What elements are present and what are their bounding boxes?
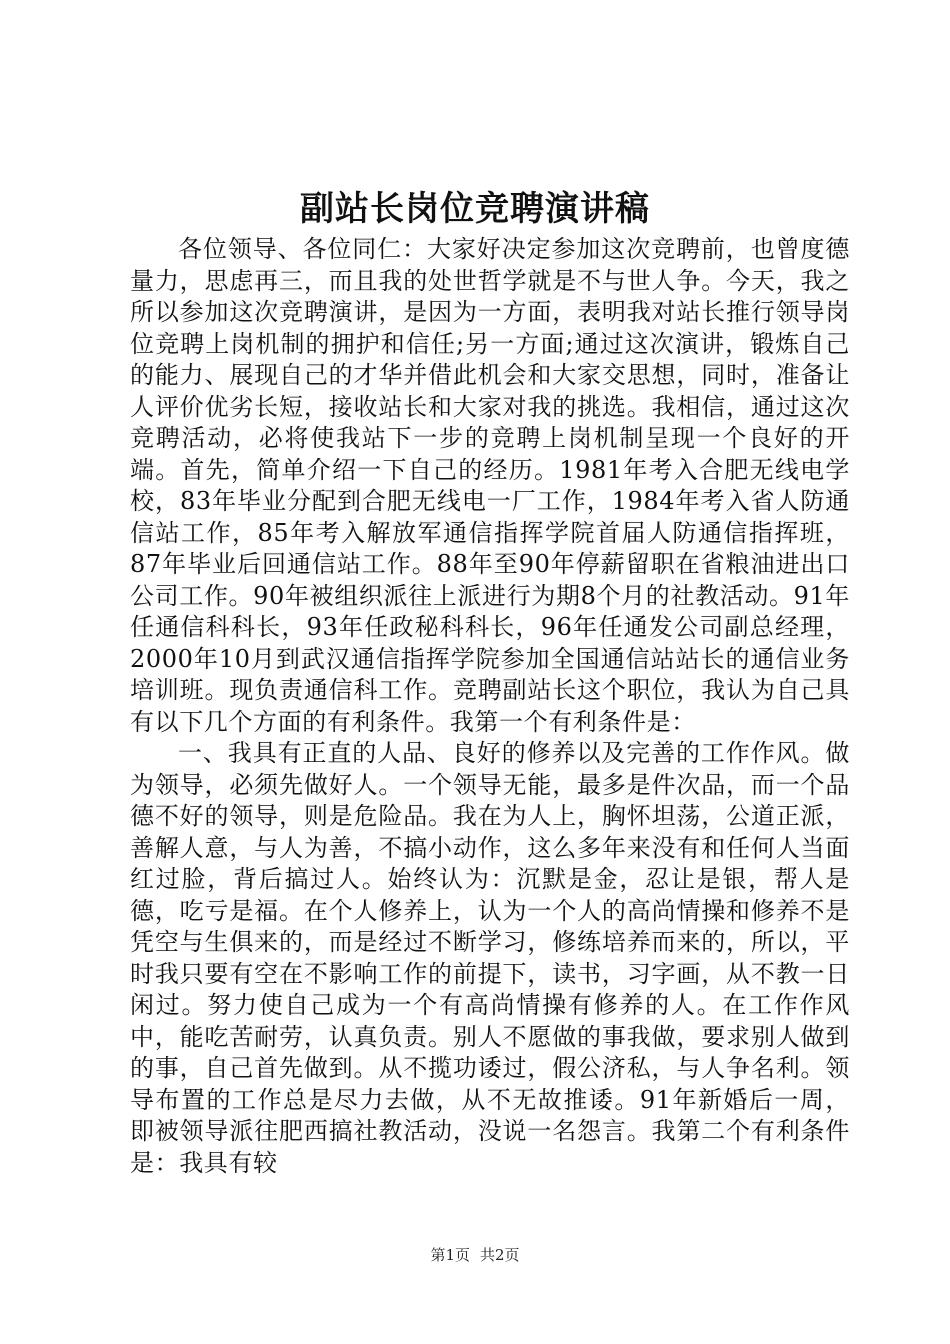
page-total: 共2页 bbox=[480, 1246, 520, 1264]
document-body bbox=[130, 234, 850, 1179]
page-footer bbox=[0, 1245, 950, 1265]
page-number: 第1页 bbox=[430, 1246, 470, 1264]
paragraph-intro: 各位领导、各位同仁：大家好决定参加这次竞聘前，也曾度德量力，思虑再三，而且我的处世哲学就是不与世人争。今天，我之所以参加这次竞聘演讲，是因为一方面，表明我对站长推行领导岗位竞聘上岗机制的拥护和信任;另一方面;通过这次演讲，锻炼自己的能力、展现自己的才华并借此机会和大家交思想，同时，准备让人评价优劣长短，接收站长和大家对我的挑选。我相信，通过这次竞聘活动，必将使我站下一步的竞聘上岗机制呈现一个良好的开端。首先，简单介绍一下自己的经历。1981年考入合肥无线电学校，83年毕业分配到合肥无线电一厂工作，1984年考入省人防通信站工作，85年考入解放军通信指挥学院首届人防通信指挥班，87年毕业后回通信站工作。88年至90年停薪留职在省粮油进出口公司工作。90年被组织派往上派进行为期8个月的社教活动。91年任通信科科长，93年任政秘科科长，96年任通发公司副总经理，2000年10月到武汉通信指挥学院参加全国通信站站长的通信业务培训班。现负责通信科工作。竞聘副站长这个职位，我认为自己具有以下几个方面的有利条件。我第一个有利条件是： bbox=[130, 235, 850, 736]
document-title: 副站长岗位竞聘演讲稿 bbox=[300, 189, 650, 229]
paragraph-condition-one: 一、我具有正直的人品、良好的修养以及完善的工作作风。做为领导，必须先做好人。一个领导无能，最多是件次品，而一个品德不好的领导，则是危险品。我在为人上，胸怀坦荡，公道正派，善解人意，与人为善，不搞小动作，这么多年来没有和任何人当面红过脸，背后搞过人。始终认为：沉默是金，忍让是银，帮人是德，吃亏是福。在个人修养上，认为一个人的高尚情操和修养不是凭空与生俱来的，而是经过不断学习，修练培养而来的，所以，平时我只要有空在不影响工作的前提下，读书，习字画，从不教一日闲过。努力使自己成为一个有高尚情操有修养的人。在工作作风中，能吃苦耐劳，认真负责。别人不愿做的事我做，要求别人做到的事，自己首先做到。从不揽功诿过，假公济私，与人争名利。领导布置的工作总是尽力去做，从不无故推诿。91年新婚后一周，即被领导派往肥西搞社教活动，没说一名怨言。我第二个有利条件是：我具有较 bbox=[130, 739, 850, 1177]
